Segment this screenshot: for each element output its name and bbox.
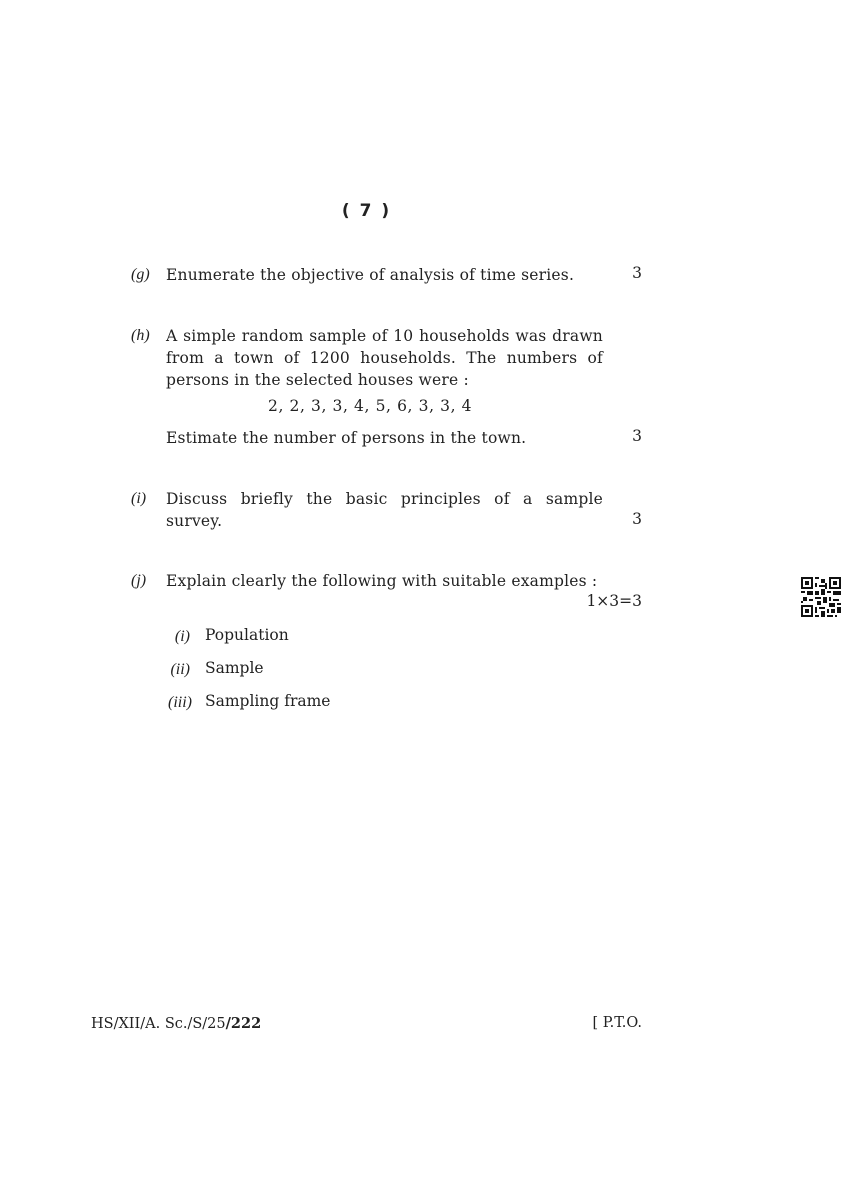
question-label-h: (h) — [131, 327, 150, 344]
question-marks-h: 3 — [632, 427, 642, 445]
question-text-j: Explain clearly the following with suitable examples : — [166, 572, 598, 590]
sub-item-label: (ii) — [170, 661, 190, 678]
question-marks-i: 3 — [632, 510, 642, 528]
question-text-h: A simple random sample of 10 households was drawn from a town of 1200 households. The numbers of persons in the selected houses were : — [166, 327, 603, 389]
question-label-j: (j) — [131, 572, 147, 589]
paper-code — [91, 1015, 261, 1032]
qr-code-icon — [801, 577, 841, 617]
sub-item-text: Sampling frame — [205, 692, 331, 710]
paper-code-prefix: HS/XII/A. Sc./S/25 — [91, 1016, 226, 1032]
question-marks-g: 3 — [632, 264, 642, 282]
sub-item-text: Population — [205, 626, 289, 644]
question-text-g: Enumerate the objective of analysis of time series. — [166, 266, 575, 284]
household-data: 2, 2, 3, 3, 4, 5, 6, 3, 3, 4 — [268, 397, 473, 415]
pto-label: [ P.T.O. — [592, 1015, 642, 1031]
question-label-i: (i) — [131, 490, 147, 507]
question-label-g: (g) — [131, 266, 150, 283]
sub-item-text: Sample — [205, 659, 264, 677]
question-text-i-line1: Discuss briefly the basic principles of a sample — [166, 490, 603, 508]
sub-item-label: (i) — [174, 628, 190, 645]
page-number: ( 7 ) — [341, 201, 392, 221]
paper-code-suffix: /222 — [225, 1015, 262, 1032]
question-text-i-line2: survey. — [166, 512, 223, 530]
question-text-h-estimate: Estimate the number of persons in the town. — [166, 429, 527, 447]
sub-item-label: (iii) — [168, 694, 192, 711]
question-marks-j: 1×3=3 — [586, 592, 642, 610]
